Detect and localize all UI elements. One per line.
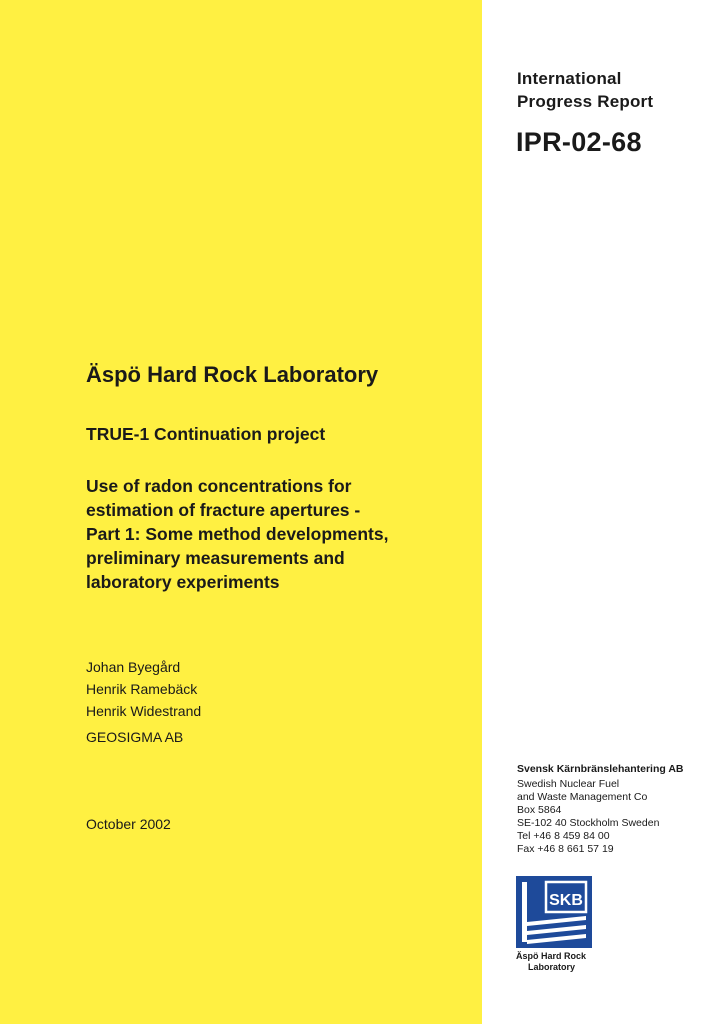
author-name: Henrik Ramebäck [86,681,198,697]
author-name: Henrik Widestrand [86,703,202,719]
publisher-line: Box 5864 [517,804,562,816]
report-title [86,474,466,594]
lab-title: Äspö Hard Rock Laboratory [86,362,379,387]
publisher-line: Swedish Nuclear Fuel [517,778,620,790]
logo-caption [516,951,596,973]
publication-date: October 2002 [86,816,171,832]
report-series [517,67,653,113]
report-title-line: preliminary measurements and [86,548,345,568]
publisher-line: and Waste Management Co [517,791,648,803]
report-title-line: laboratory experiments [86,572,280,592]
report-title-line: estimation of fracture apertures - [86,500,361,520]
report-title-line: Use of radon concentrations for [86,476,352,496]
report-number: IPR-02-68 [516,127,642,157]
author-list [86,656,201,722]
series-line-1: International [517,69,622,88]
publisher-line: Fax +46 8 661 57 19 [517,843,614,855]
report-title-line: Part 1: Some method developments, [86,524,389,544]
publisher-line: Tel +46 8 459 84 00 [517,830,610,842]
publisher-line: SE-102 40 Stockholm Sweden [517,817,660,829]
series-line-2: Progress Report [517,92,654,111]
skb-logo [516,876,592,948]
project-name: TRUE-1 Continuation project [86,424,326,444]
author-organization: GEOSIGMA AB [86,729,184,745]
logo-caption-line: Äspö Hard Rock [516,951,587,961]
publisher-block [517,763,684,856]
publisher-name: Svensk Kärnbränslehantering AB [517,763,684,775]
logo-text: SKB [549,892,583,909]
logo-caption-line: Laboratory [528,962,576,972]
author-name: Johan Byegård [86,659,181,675]
logo-vertical-bar [522,882,527,942]
